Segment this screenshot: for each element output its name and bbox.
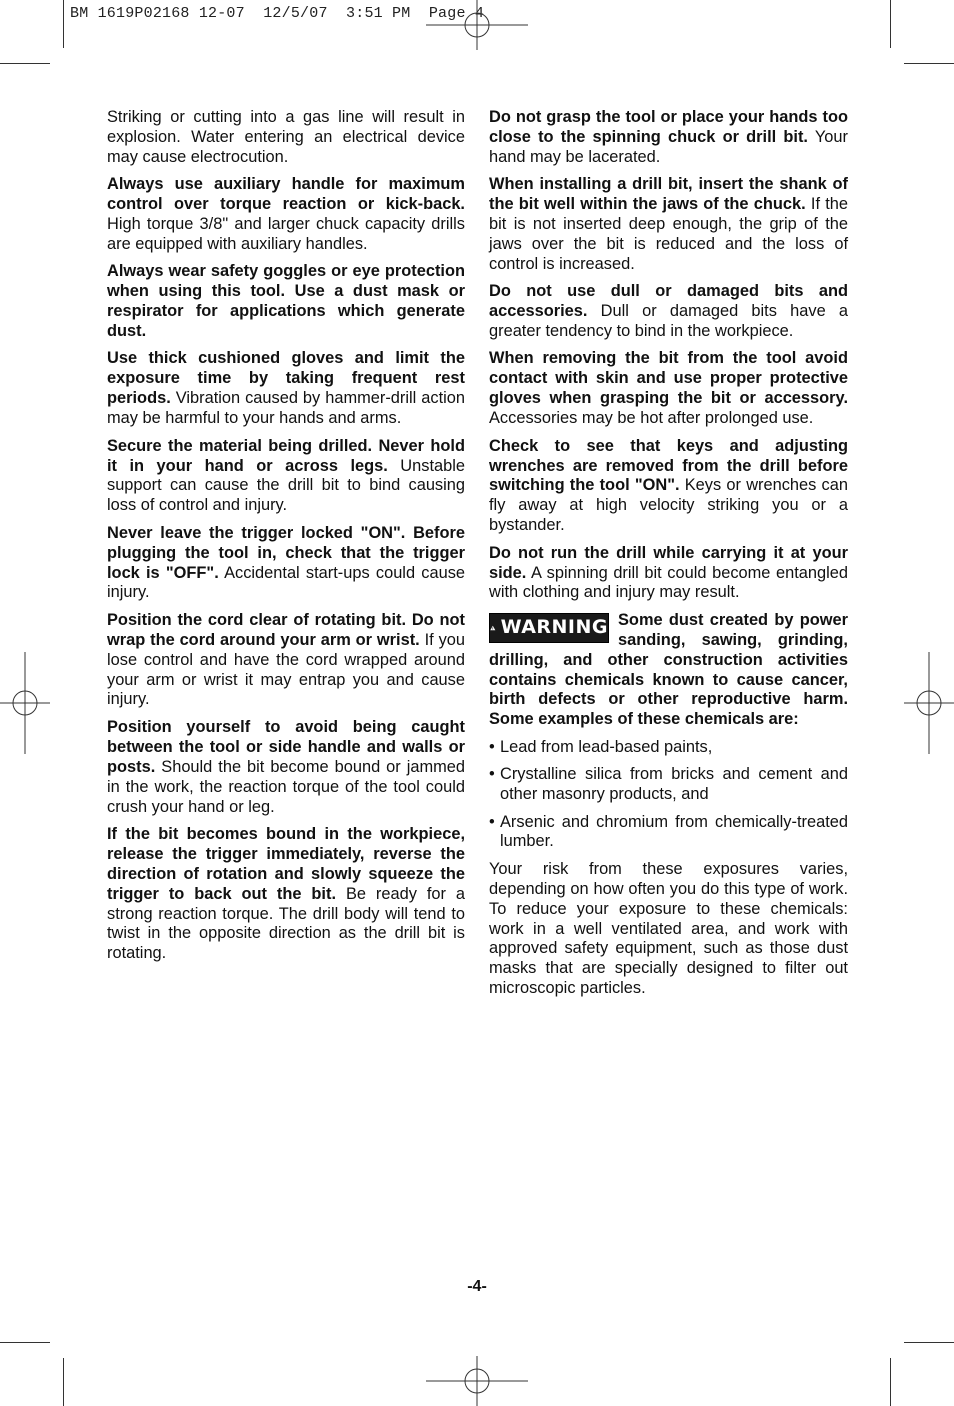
warning-triangle-icon bbox=[490, 618, 496, 638]
safety-paragraph: Never leave the trigger locked "ON". Before plugging the tool in, check that the trigger lock is "OFF". Accidental start-ups could cause injury. bbox=[107, 523, 466, 602]
warning-badge bbox=[489, 613, 609, 643]
chemical-list bbox=[489, 738, 848, 853]
safety-paragraph: Do not use dull or damaged bits and accessories. Dull or damaged bits have a greater tendency to bind in the workpiece. bbox=[489, 282, 849, 341]
safety-paragraph: Do not run the drill while carrying it at your side. A spinning drill bit could become entangled with clothing and injury may result. bbox=[489, 543, 848, 602]
right-column bbox=[489, 108, 848, 1007]
list-item: • Arsenic and chromium from chemically-treated lumber. bbox=[489, 813, 848, 853]
safety-paragraph: When installing a drill bit, insert the shank of the bit well within the jaws of the chuck. If the bit is not inserted deep enough, the grip of the jaws over the bit is reduced and the loss of control is increased. bbox=[489, 175, 848, 273]
warning-text: Some dust created by power sanding, sawing, grinding, drilling, and other construction activities contains chemicals known to cause cancer, birth defects or other reproductive harm. Some examples of these chemicals are: bbox=[489, 610, 848, 729]
safety-paragraph: Use thick cushioned gloves and limit the exposure time by taking frequent rest periods. Vibration caused by hammer-drill action may be harmful to your hands and arms. bbox=[107, 349, 465, 428]
list-item: • Lead from lead-based paints, bbox=[489, 738, 848, 758]
crop-mark-top-right-v bbox=[890, 0, 891, 48]
safety-paragraph: If the bit becomes bound in the workpiece, release the trigger immediately, reverse the direction of rotation and slowly squeeze the trigger to back out the bit. Be ready for a strong reaction torque. The drill body will tend to twist in the opposite direction as the drill bit is rotating. bbox=[107, 824, 465, 963]
safety-paragraph: When removing the bit from the tool avoid contact with skin and use proper protective gloves when grasping the bit or accessory. Accessories may be hot after prolonged use. bbox=[489, 349, 848, 428]
registration-mark-left-icon bbox=[0, 652, 50, 754]
registration-mark-right-icon bbox=[904, 652, 954, 754]
warning-block bbox=[489, 611, 848, 730]
crop-mark-bottom-left-v bbox=[63, 1358, 64, 1406]
crop-mark-bottom-left-h bbox=[0, 1342, 50, 1343]
crop-mark-top-left-v bbox=[63, 0, 64, 48]
list-item: • Crystalline silica from bricks and cement and other masonry products, and bbox=[489, 765, 848, 805]
safety-paragraph: Secure the material being drilled. Never hold it in your hand or across legs. Unstable support can cause the drill bit to bind causing loss of control and injury. bbox=[107, 436, 465, 515]
left-column bbox=[107, 108, 465, 972]
safety-paragraph: Position yourself to avoid being caught between the tool or side handle and walls or posts. Should the bit become bound or jammed in the work, the reaction torque of the tool could crush your hand or leg. bbox=[107, 717, 465, 816]
safety-paragraph: Position the cord clear of rotating bit. Do not wrap the cord around your arm or wrist. If you lose control and have the cord wrapped around your arm or wrist it may entrap you and cause injury. bbox=[107, 610, 465, 709]
safety-paragraph: Do not grasp the tool or place your hands too close to the spinning chuck or drill bit. Your hand may be lacerated. bbox=[489, 108, 848, 166]
registration-mark-bottom-icon bbox=[426, 1356, 528, 1406]
safety-paragraph: Striking or cutting into a gas line will result in explosion. Water entering an electrical device may cause electrocution. bbox=[107, 108, 465, 166]
safety-paragraph: Always wear safety goggles or eye protection when using this tool. Use a dust mask or respirator for applications which generate dust. bbox=[107, 262, 465, 341]
registration-mark-top-icon bbox=[426, 0, 528, 50]
closing-paragraph: Your risk from these exposures varies, depending on how often you do this type of work. To reduce your exposure to these chemicals: work in a well ventilated area, and work with approved safety equipment, such as those dust masks that are specially designed to filter out microscopic particles. bbox=[489, 859, 848, 998]
print-slug: BM 1619P02168 12-07 12/5/07 3:51 PM Page 4 bbox=[70, 5, 485, 22]
crop-mark-bottom-right-h bbox=[904, 1342, 954, 1343]
safety-paragraph: Always use auxiliary handle for maximum control over torque reaction or kick-back. High torque 3/8" and larger chuck capacity drills are equipped with auxiliary handles. bbox=[107, 175, 465, 253]
crop-mark-top-left-h bbox=[0, 63, 50, 64]
crop-mark-bottom-right-v bbox=[890, 1358, 891, 1406]
crop-mark-top-right-h bbox=[904, 63, 954, 64]
safety-paragraph: Check to see that keys and adjusting wrenches are removed from the drill before switching the tool "ON". Keys or wrenches can fly away at high velocity striking you or a bystander. bbox=[489, 436, 848, 535]
warning-badge-label: WARNING bbox=[500, 615, 608, 638]
page-number: -4- bbox=[467, 1278, 487, 1295]
